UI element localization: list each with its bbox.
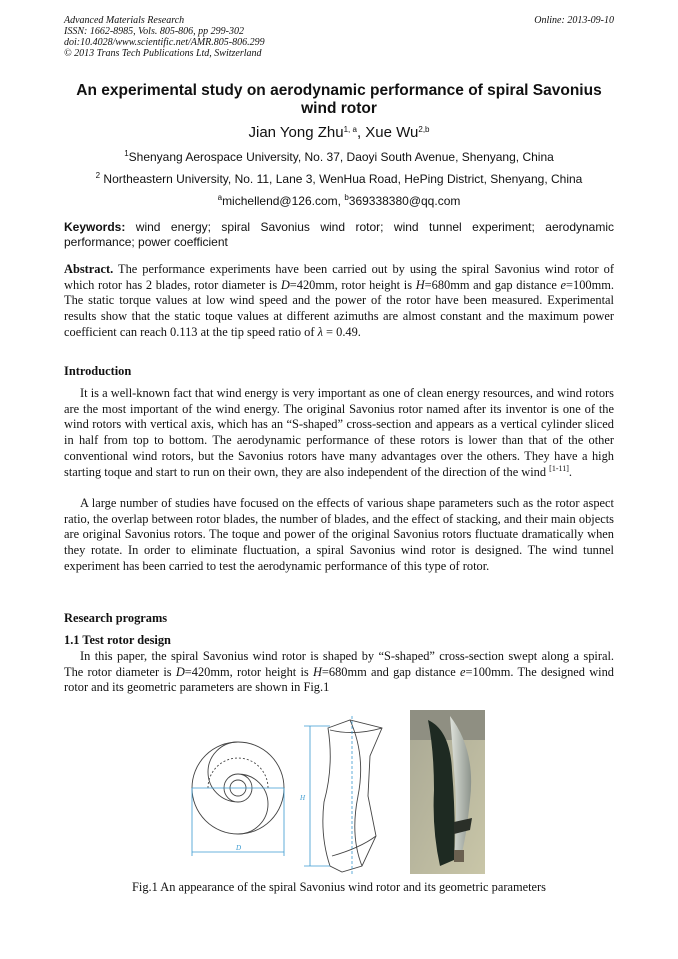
email-a: michellend@126.com,: [222, 194, 345, 208]
top-edge: [330, 728, 382, 733]
research-text-1: In this paper, the spiral Savonius wind rotor is shaped by “S-shaped” cross-section swept along a spiral. The rotor diameter is: [64, 649, 614, 679]
research-var-e: e: [460, 664, 466, 679]
author-1-sup: 1, a: [343, 125, 357, 134]
author-1: Jian Yong Zhu: [248, 124, 344, 141]
citation: [1-11]: [549, 463, 569, 473]
author-2: Xue Wu: [365, 124, 419, 141]
blade-curve-2: [238, 774, 268, 834]
issn-line: ISSN: 1662-8985, Vols. 805-806, pp 299-302: [64, 26, 244, 37]
abstract-text-1: The performance experiments have been carried out by using the spiral Savonius wind rotor of which rotor has 2 blades, rotor diameter is: [64, 262, 614, 292]
rotor-top-view-drawing: [186, 740, 298, 862]
affiliation-1-text: Shenyang Aerospace University, No. 37, Daoyi South Avenue, Shenyang, China: [128, 150, 554, 164]
keywords: [64, 220, 614, 250]
email-b: 369338380@qq.com: [348, 194, 461, 208]
research-text-4: =100mm. The designed wind rotor and its geometric parameters are shown in Fig.1: [64, 664, 614, 695]
abstract-text-4: =100mm. The static torque values at low wind speed and the power of the rotor have been measured. Experimental results show that the static toque values at different azimuths are almost constant and the maximum power coefficient can reach 0.113 at the tip speed ratio of: [64, 277, 614, 339]
research-text-3: =680mm and gap distance: [321, 664, 461, 679]
author-2-sup: 2,b: [418, 125, 430, 134]
subsection-heading: 1.1 Test rotor design: [64, 633, 171, 647]
intro-p1-end: .: [568, 464, 572, 479]
photo-ceiling: [410, 710, 485, 740]
abstract-text-2: =420mm, rotor height is: [289, 277, 416, 292]
affiliation-1-sup: 1: [124, 149, 129, 158]
online-date: Online: 2013-09-10: [534, 15, 614, 26]
abstract-text-3: =680mm and gap distance: [424, 277, 561, 292]
research-var-d: D: [175, 664, 185, 679]
affiliation-2-sup: 2: [95, 171, 101, 180]
research-text-2: =420mm, rotor height is: [184, 664, 313, 679]
copyright-line: © 2013 Trans Tech Publications Ltd, Switzerland: [64, 48, 262, 59]
abstract-var-e: e: [560, 277, 567, 292]
photo-base: [454, 850, 464, 862]
email-line: [0, 194, 678, 208]
keywords-text: wind energy; spiral Savonius wind rotor; wind tunnel experiment; aerodynamic performance; power coefficient: [64, 220, 614, 249]
abstract: [64, 262, 614, 341]
introduction-paragraph-1: [64, 386, 614, 480]
bottom-edge: [332, 836, 376, 856]
research-paragraph: [64, 649, 614, 696]
running-header: [64, 15, 614, 59]
abstract-label: Abstract.: [64, 262, 114, 276]
email-a-sup: a: [217, 193, 223, 202]
affiliation-2-text: Northeastern University, No. 11, Lane 3, WenHua Road, HePing District, Shenyang, China: [100, 172, 583, 186]
intro-p1-text: It is a well-known fact that wind energy is very important as one of clean energy resources, and wind rotors are the most important of the wind energy. The original Savonius rotor named after its inventor is one of the wind rotors with vertical axis, which has an “S-shaped” cross-section and appears as a vertical cylinder sliced in half from top to bottom. The aerodynamic performance of these rotors is lower than that of the other conventional wind rotors, but the Savonius rotors have many advantages over the others. They have a high starting toque and start to run on their own, they are also independent of the direction of the wind: [64, 386, 614, 479]
introduction-heading: Introduction: [64, 364, 132, 378]
abstract-var-h: H: [415, 277, 425, 292]
abstract-text-5: = 0.49.: [322, 324, 361, 339]
spiral-path: [208, 758, 268, 788]
abstract-var-d: D: [280, 277, 290, 292]
keywords-label: Keywords:: [64, 220, 126, 234]
journal-name: Advanced Materials Research: [64, 15, 185, 26]
label-h: H: [300, 794, 306, 802]
doi-line: doi:10.4028/www.scientific.net/AMR.805-806.299: [64, 37, 265, 48]
introduction-paragraph-2: A large number of studies have focused on the effects of various shape parameters such as the rotor aspect ratio, the overlap between rotor blades, the number of blades, and the effect of stacking, and their main objects are original Savonius rotors. The toque and power of the original Savonius rotors fluctuate dramatically when they rotate. In order to eliminate fluctuation, a spiral Savonius wind rotor is designed. The wind tunnel experiment has been carried to test the aerodynamic performance of this type of rotor.: [64, 496, 614, 573]
rotor-side-view-drawing: [290, 716, 390, 876]
affiliation-2: [0, 172, 678, 186]
rotor-photograph: [410, 710, 485, 874]
figure-caption: Fig.1 An appearance of the spiral Savonius wind rotor and its geometric parameters: [132, 880, 546, 894]
author-separator: ,: [356, 124, 366, 141]
affiliation-1: [0, 150, 678, 164]
label-d: D: [236, 844, 242, 852]
email-b-sup: b: [344, 193, 349, 202]
author-line: [0, 124, 678, 141]
paper-title: An experimental study on aerodynamic performance of spiral Savonius wind rotor: [76, 82, 602, 117]
abstract-var-lambda: λ: [317, 324, 323, 339]
research-heading: Research programs: [64, 611, 168, 625]
research-var-h: H: [312, 664, 322, 679]
